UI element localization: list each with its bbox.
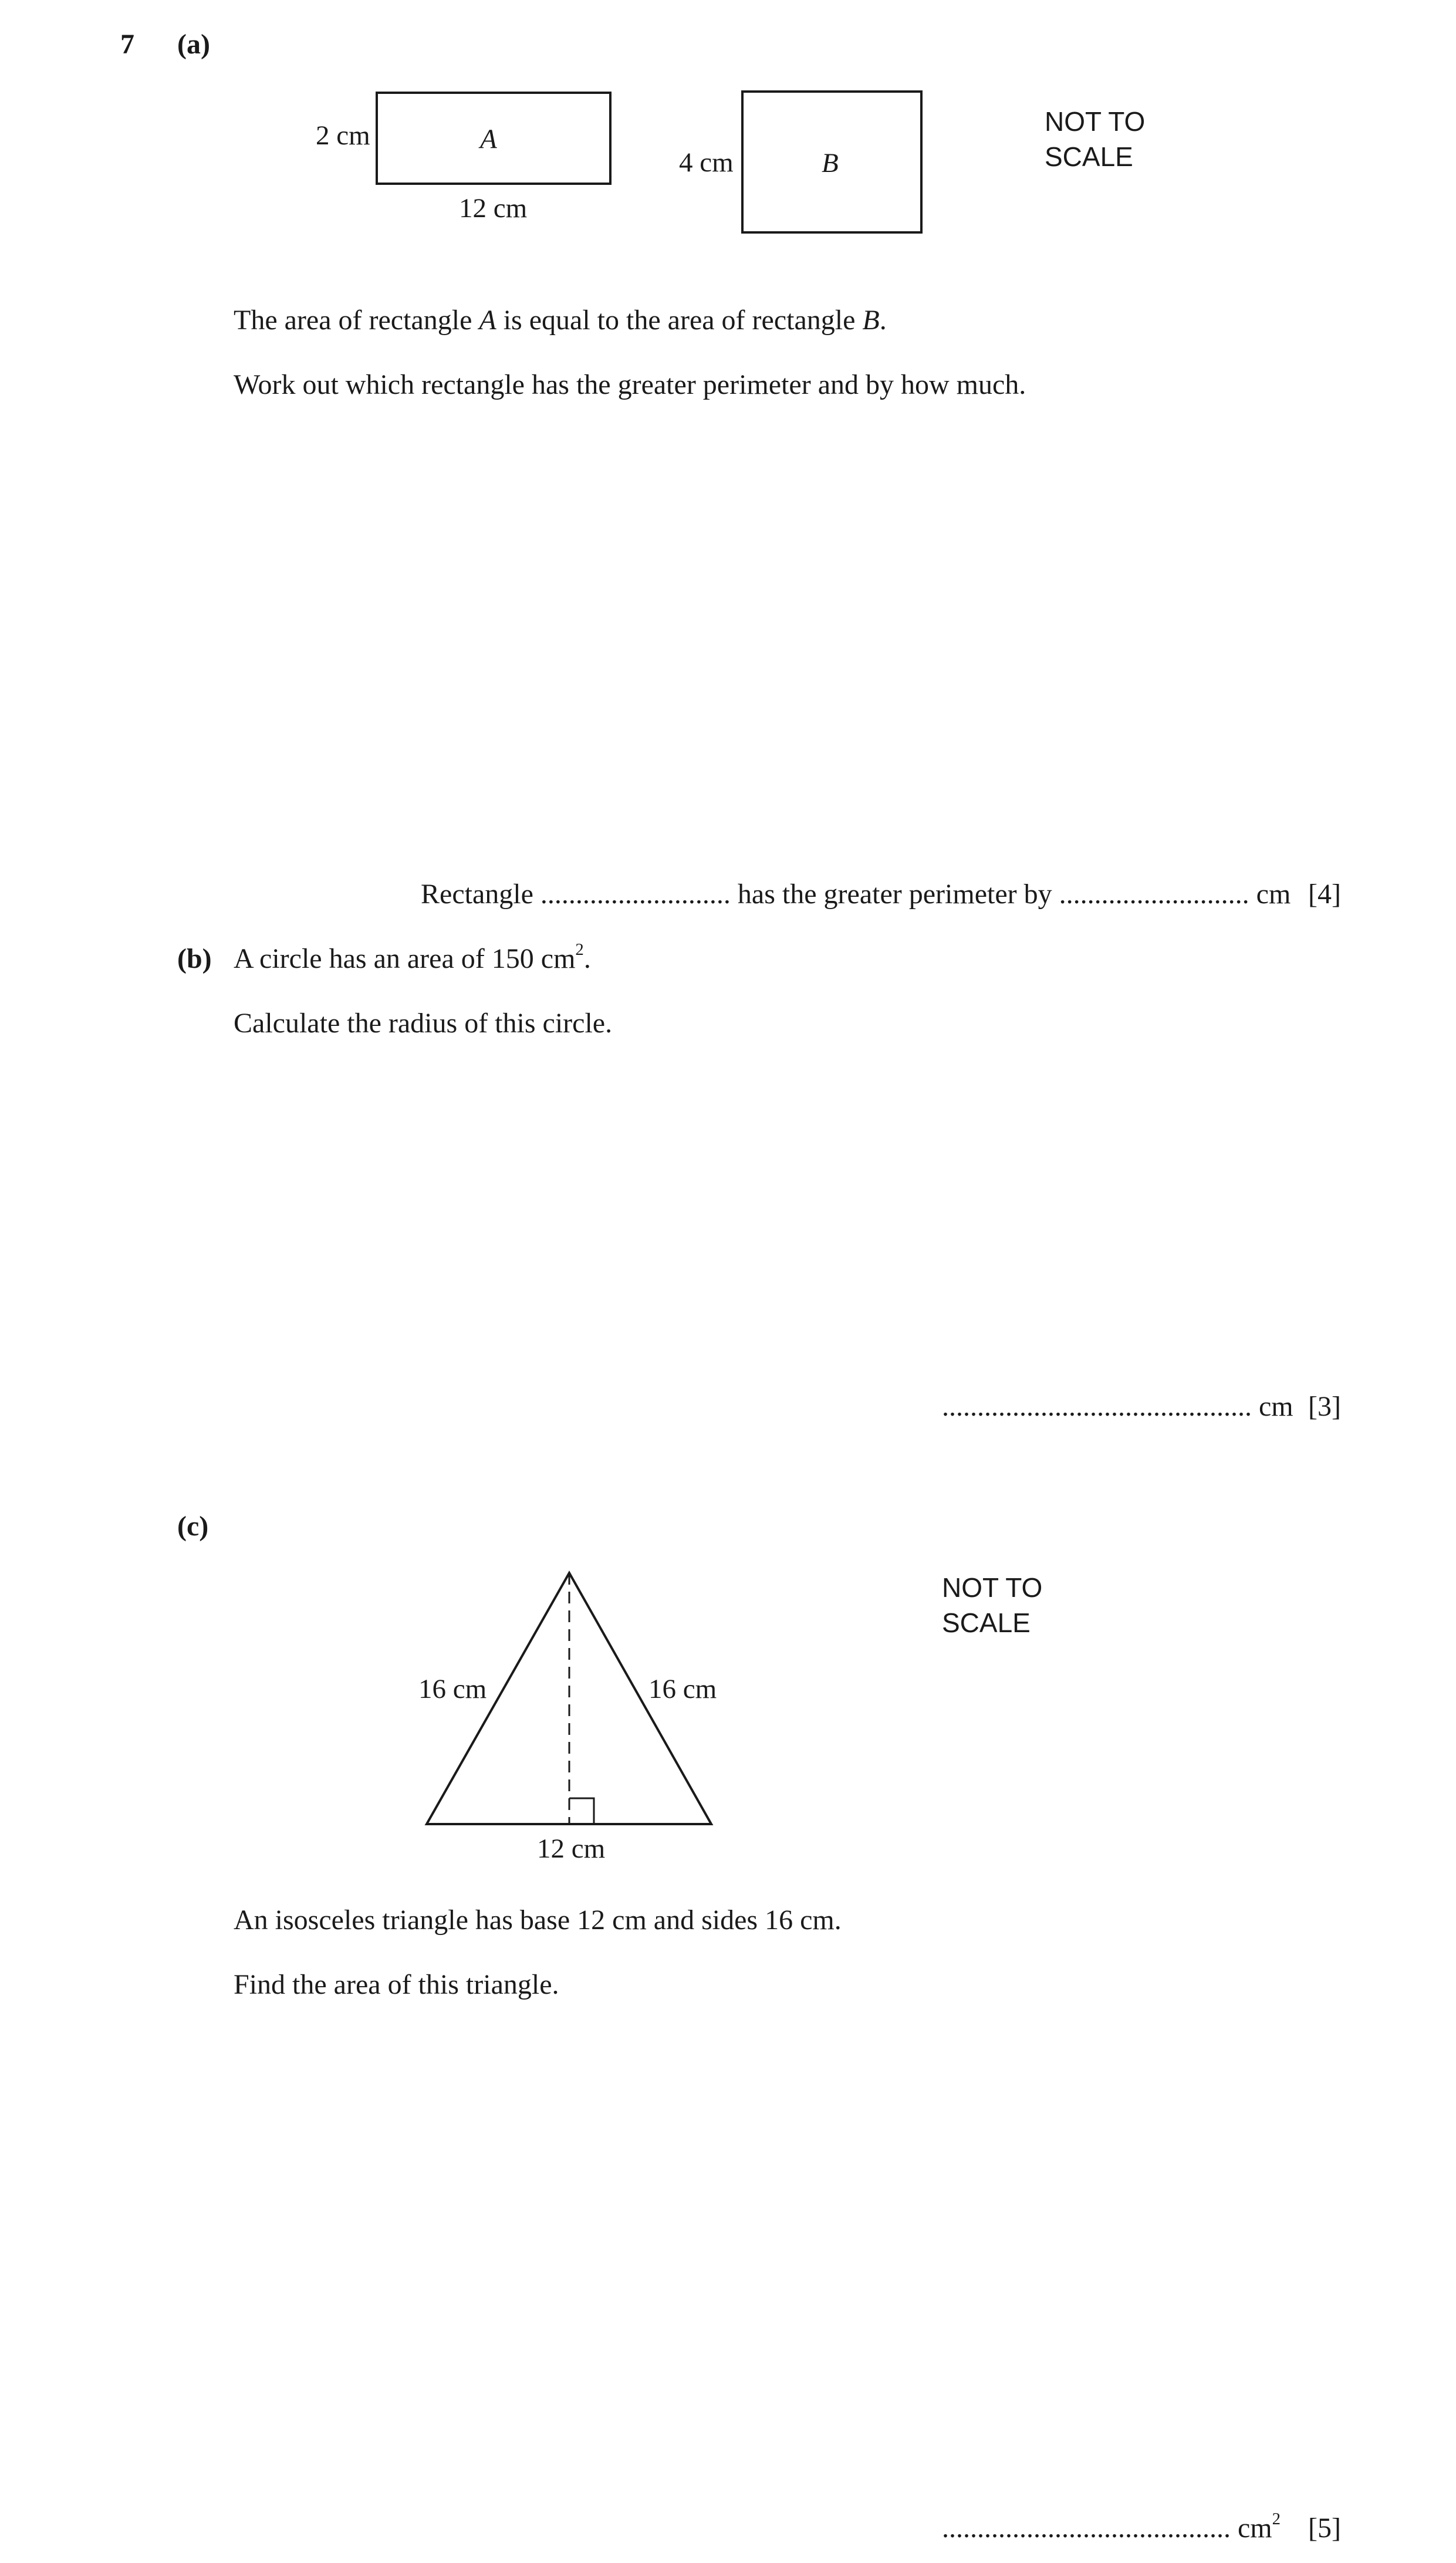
part-b-instruction: Calculate the radius of this circle. xyxy=(234,1008,613,1039)
statement-text: . xyxy=(583,943,591,974)
superscript: 2 xyxy=(575,940,584,960)
not-to-scale-line-1: NOT TO xyxy=(1045,106,1146,137)
answer-area-field[interactable]: ......................................... xyxy=(942,2513,1231,2544)
answer-unit: cm xyxy=(1231,2513,1272,2544)
not-to-scale-line-2: SCALE xyxy=(942,1607,1031,1638)
answer-text: Rectangle xyxy=(421,879,540,910)
statement-text: . xyxy=(879,305,887,336)
right-angle-marker xyxy=(569,1798,594,1824)
part-a-marks: [4] xyxy=(1308,879,1341,910)
rect-a-width-label: 12 cm xyxy=(459,193,528,224)
question-number: 7 xyxy=(120,29,134,60)
statement-text: is equal to the area of rectangle xyxy=(496,305,863,336)
part-c-marks: [5] xyxy=(1308,2513,1341,2544)
answer-text: has the greater perimeter by xyxy=(730,879,1059,910)
statement-rect-a: A xyxy=(479,305,496,336)
part-c-statement: An isosceles triangle has base 12 cm and sides 16 cm. xyxy=(234,1904,842,1936)
not-to-scale-line-1: NOT TO xyxy=(942,1572,1043,1603)
left-side-label: 16 cm xyxy=(418,1674,487,1704)
answer-unit: cm xyxy=(1249,879,1291,910)
answer-perimeter-field[interactable]: ........................... xyxy=(1059,879,1249,910)
statement-text: The area of rectangle xyxy=(234,305,479,336)
base-label: 12 cm xyxy=(537,1833,606,1864)
rect-a-name: A xyxy=(480,124,497,154)
rect-a-height-label: 2 cm xyxy=(316,120,370,151)
rect-b-name: B xyxy=(822,148,839,178)
not-to-scale-note-c xyxy=(942,1571,1042,1641)
part-c-instruction: Find the area of this triangle. xyxy=(234,1969,559,2000)
superscript: 2 xyxy=(1272,2510,1281,2529)
part-b-marks: [3] xyxy=(1308,1391,1341,1422)
answer-radius-field[interactable]: ............................................ xyxy=(942,1391,1252,1422)
statement-rect-b: B xyxy=(862,305,880,336)
part-c-label: (c) xyxy=(177,1511,209,1542)
answer-unit: cm xyxy=(1252,1391,1293,1422)
rect-b-height-label: 4 cm xyxy=(679,147,734,178)
statement-text: A circle has an area of 150 cm xyxy=(234,943,576,974)
right-side-label: 16 cm xyxy=(648,1674,717,1704)
part-c-answer-line xyxy=(942,2510,1281,2544)
answer-rectangle-field[interactable]: ........................... xyxy=(540,879,731,910)
part-a-label: (a) xyxy=(177,29,210,60)
not-to-scale-line-2: SCALE xyxy=(1045,141,1133,172)
part-a-instruction: Work out which rectangle has the greater perimeter and by how much. xyxy=(234,369,1026,400)
part-b-label: (b) xyxy=(177,943,212,974)
